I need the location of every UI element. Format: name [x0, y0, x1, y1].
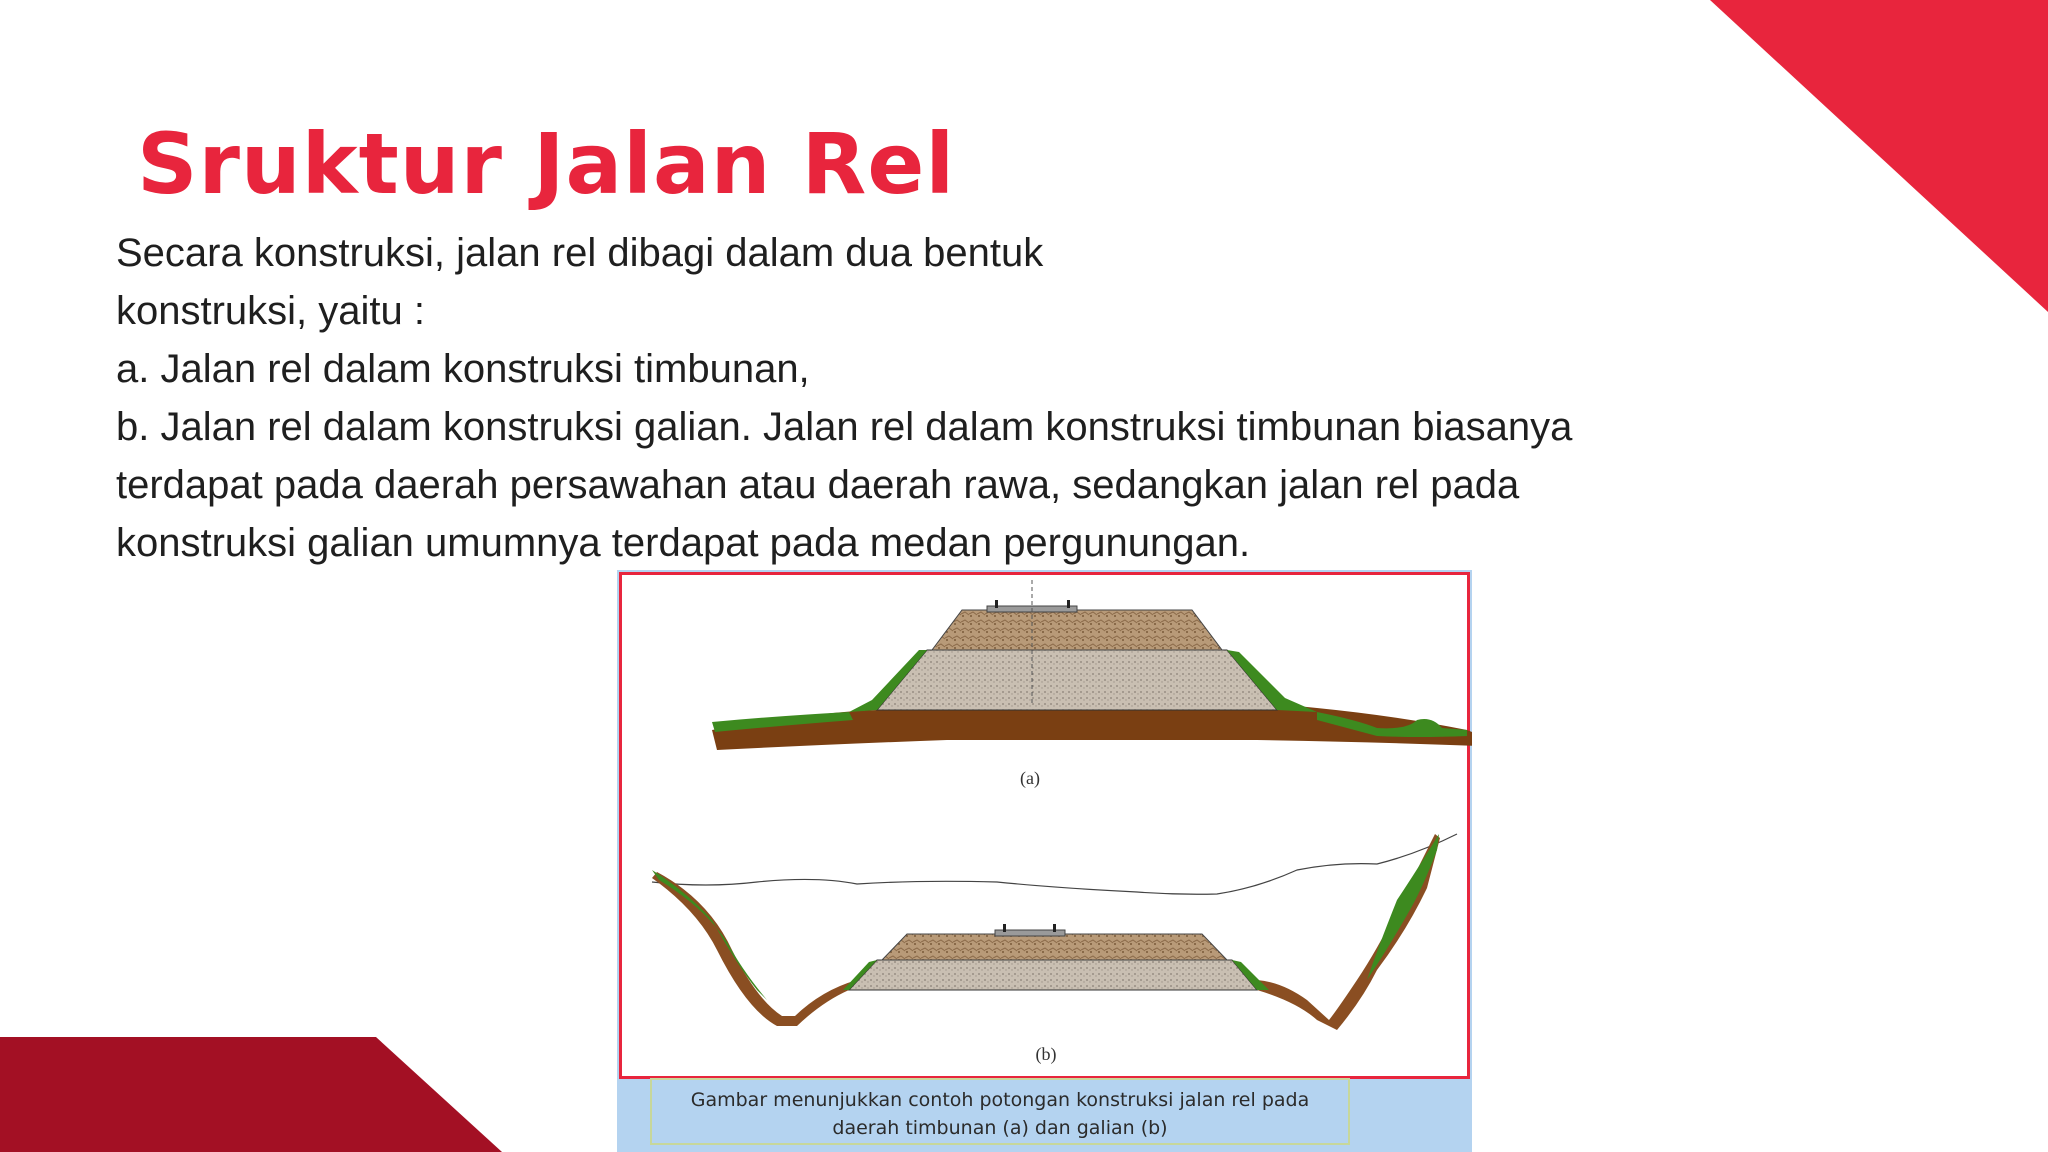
- body-paragraph: [116, 224, 1716, 572]
- subgrade-layer-b: [849, 960, 1257, 990]
- top-right-red-triangle: [1700, 0, 2048, 312]
- embankment-section: [712, 580, 1472, 750]
- caption-line: daerah timbunan (a) dan galian (b): [832, 1117, 1168, 1139]
- cutting-section: [652, 834, 1457, 1030]
- rail-right-b: [1053, 924, 1056, 932]
- subgrade-layer: [877, 650, 1277, 710]
- body-line: Secara konstruksi, jalan rel dibagi dalam dua bentuk: [116, 231, 1044, 275]
- slide-title: Sruktur Jalan Rel: [137, 115, 956, 213]
- rail-left-b: [1003, 924, 1006, 932]
- body-line: b. Jalan rel dalam konstruksi galian. Jalan rel dalam konstruksi timbunan biasanya: [116, 405, 1573, 449]
- rail-left: [995, 600, 998, 608]
- ballast-layer-b: [882, 934, 1227, 960]
- label-b: (b): [1035, 1044, 1057, 1064]
- cross-section-drawing: [617, 570, 1472, 1080]
- ballast-layer: [932, 610, 1222, 650]
- caption-line: Gambar menunjukkan contoh potongan konstruksi jalan rel pada: [690, 1089, 1310, 1111]
- label-a: (a): [1020, 768, 1040, 788]
- body-line: a. Jalan rel dalam konstruksi timbunan,: [116, 347, 810, 391]
- body-line: konstruksi, yaitu :: [116, 289, 426, 333]
- body-line: terdapat pada daerah persawahan atau daerah rawa, sedangkan jalan rel pada: [116, 463, 1520, 507]
- figure-caption: [650, 1078, 1350, 1145]
- cross-section-figure: [617, 570, 1472, 1152]
- rail-right: [1067, 600, 1070, 608]
- bottom-left-dark-red-shape: [0, 1030, 510, 1152]
- original-ground-line: [652, 834, 1457, 894]
- body-line: konstruksi galian umumnya terdapat pada medan pergunungan.: [116, 521, 1251, 565]
